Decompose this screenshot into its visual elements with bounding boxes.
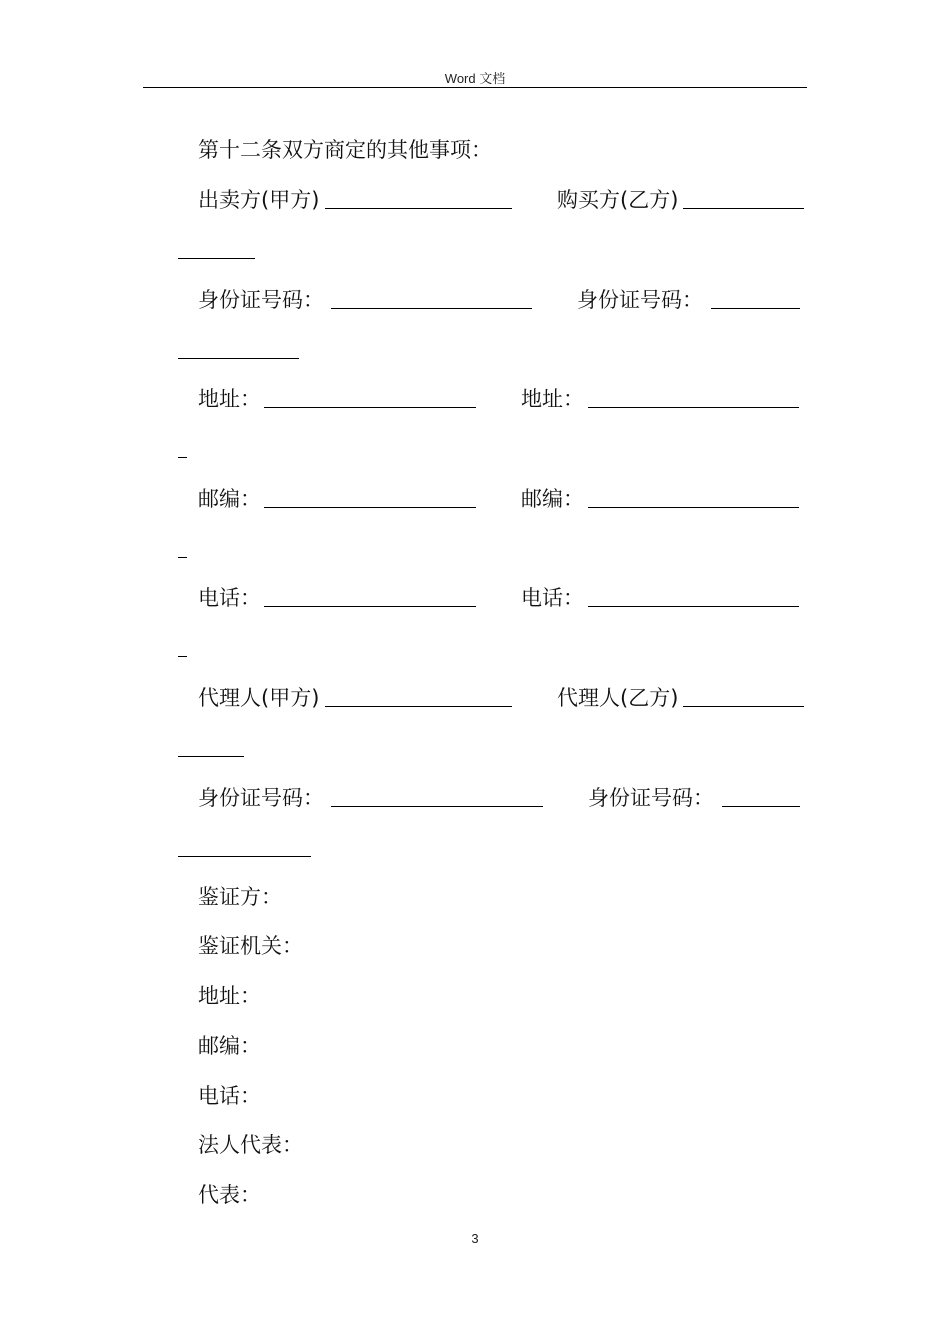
buyer-label: 购买方(乙方) [557, 188, 679, 212]
seller-phone-blank [264, 606, 476, 607]
notary-postcode-label: 邮编： [198, 1034, 261, 1058]
seller-phone-label: 电话： [198, 586, 261, 610]
notary-address-label: 地址： [198, 984, 261, 1008]
rep-label: 代表： [198, 1183, 261, 1207]
buyer-phone-blank [588, 606, 799, 607]
notary-phone-label: 电话： [198, 1084, 261, 1108]
buyer-postcode-blank [588, 507, 799, 508]
buyer-id-blank [711, 308, 800, 309]
article-12-heading: 第十二条双方商定的其他事项： [198, 138, 492, 162]
page-header: Word 文档 [444, 71, 506, 86]
agent-b-id-blank-wrap [178, 856, 311, 857]
seller-blank [325, 208, 512, 209]
seller-address-label: 地址： [198, 387, 261, 411]
agent-b-id-blank [722, 806, 800, 807]
agent-b-id-label: 身份证号码： [588, 786, 714, 810]
buyer-address-label: 地址： [521, 387, 584, 411]
notary-org-label: 鉴证机关： [198, 934, 303, 958]
agent-a-blank [325, 706, 512, 707]
seller-id-label: 身份证号码： [198, 288, 324, 312]
header-divider [143, 87, 807, 88]
notary-label: 鉴证方： [198, 885, 282, 909]
buyer-blank-wrap [178, 258, 255, 259]
buyer-address-blank-wrap [178, 457, 187, 458]
agent-b-blank [683, 706, 804, 707]
seller-address-blank [264, 407, 476, 408]
seller-postcode-label: 邮编： [198, 487, 261, 511]
agent-a-id-blank [331, 806, 543, 807]
buyer-address-blank [588, 407, 799, 408]
seller-postcode-blank [264, 507, 476, 508]
buyer-phone-blank-wrap [178, 656, 187, 657]
agent-b-label: 代理人(乙方) [557, 686, 679, 710]
seller-label: 出卖方(甲方) [198, 188, 320, 212]
agent-a-label: 代理人(甲方) [198, 686, 320, 710]
seller-id-blank [331, 308, 532, 309]
agent-a-id-label: 身份证号码： [198, 786, 324, 810]
buyer-postcode-blank-wrap [178, 557, 187, 558]
buyer-id-blank-wrap [178, 358, 299, 359]
buyer-phone-label: 电话： [521, 586, 584, 610]
agent-b-blank-wrap [178, 756, 244, 757]
page-number: 3 [471, 1231, 479, 1246]
buyer-postcode-label: 邮编： [521, 487, 584, 511]
legal-rep-label: 法人代表： [198, 1133, 303, 1157]
buyer-blank [683, 208, 804, 209]
buyer-id-label: 身份证号码： [577, 288, 703, 312]
